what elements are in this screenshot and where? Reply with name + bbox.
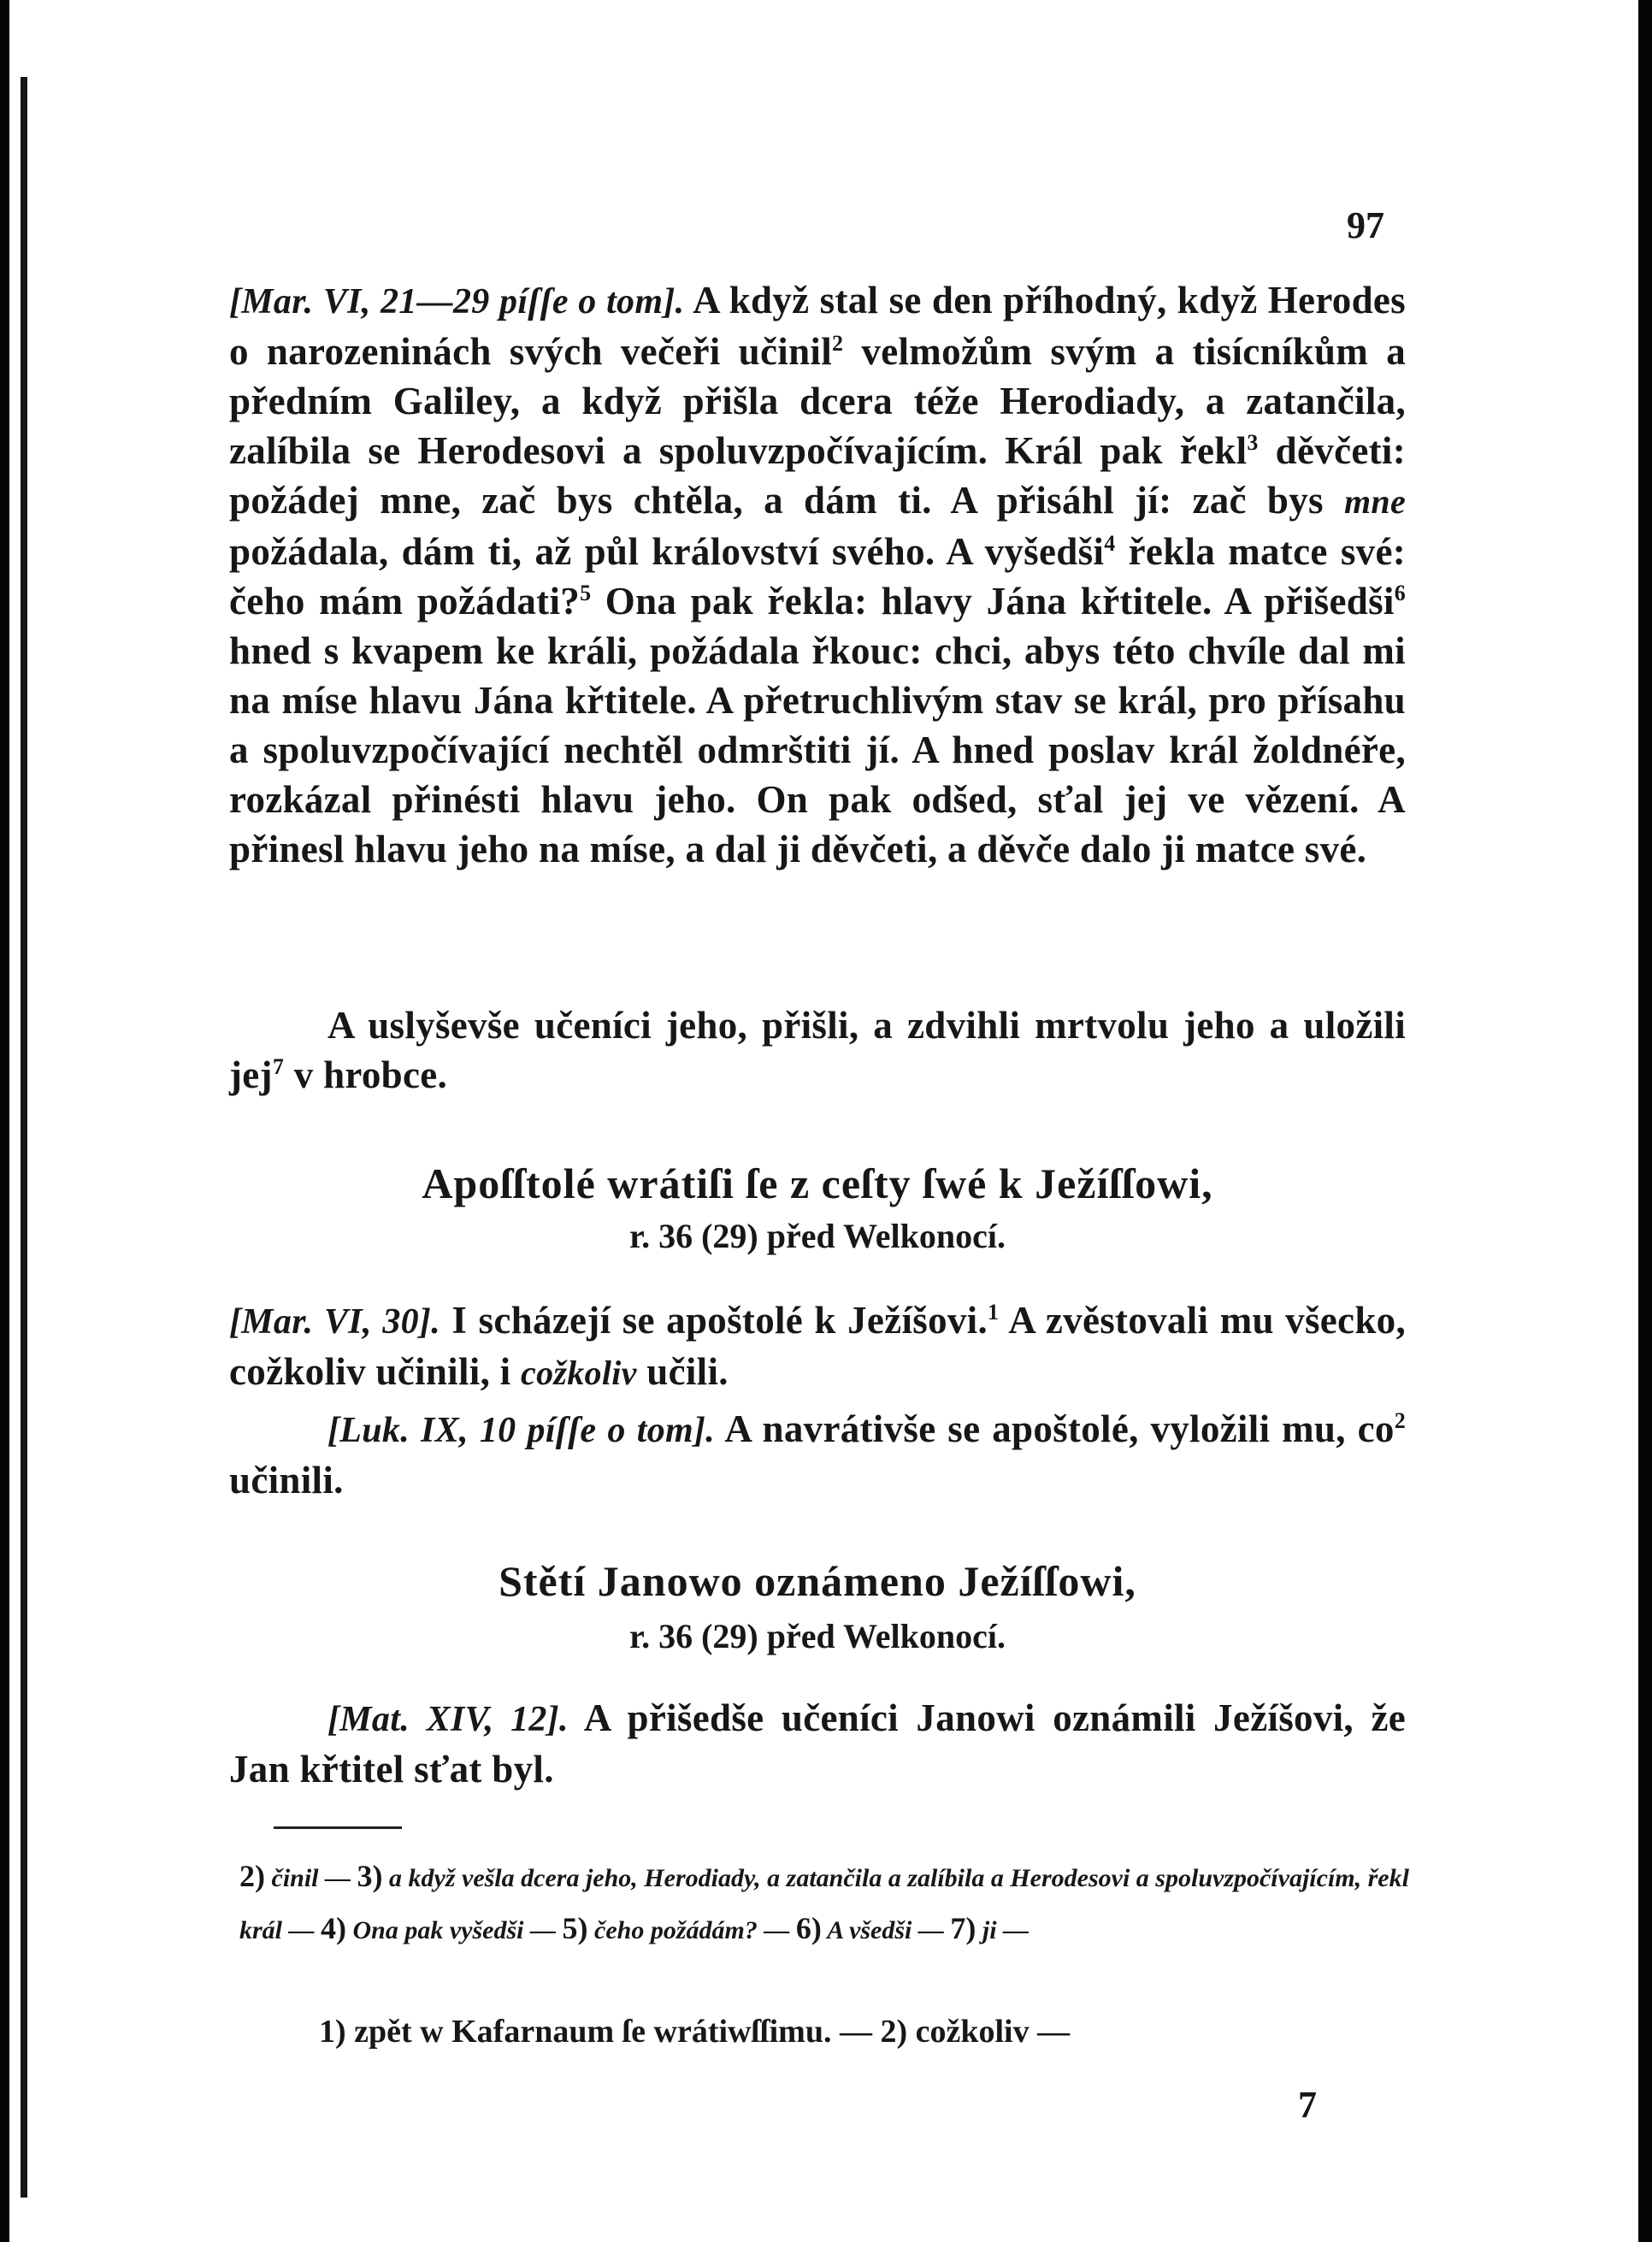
footnote-marker: 3	[1247, 430, 1259, 455]
source-reference: [Mar. VI, 21—29 píſſe o tom].	[229, 282, 685, 322]
section-subheading-date: r. 36 (29) před Welkonocí.	[628, 1617, 1006, 1655]
section-heading-apostles: Apoſſtolé wrátiſi ſe z ceſty ſwé k Ježíſſowi,	[422, 1159, 1213, 1207]
page-number: 97	[1347, 204, 1384, 246]
section-subheading-date: r. 36 (29) před Welkonocí.	[628, 1217, 1006, 1255]
footnote-marker: 6	[1394, 581, 1406, 605]
footnote-marker: 2	[1394, 1408, 1406, 1433]
scan-edge-left	[0, 0, 9, 2242]
footnote-marker: 4	[1104, 531, 1116, 556]
paragraph-burial: A uslyševše učeníci jeho, přišli, a zdvihli mrtvolu jeho a uložili jej$^7$ v hrobce.	[229, 1004, 1406, 1096]
source-reference: [Mat. XIV, 12].	[327, 1700, 569, 1739]
scan-edge-right	[1638, 0, 1652, 2242]
paragraph-apostles-report: [Luk. IX, 10 píſſe o tom]. A navrátivše se apoštolé, vyložili mu, $co^2$ učinili.	[229, 1407, 1406, 1502]
footnote-marker: 1	[988, 1300, 1000, 1325]
footnote-marker: 5	[580, 581, 592, 605]
paragraph-disciples-report: [Mat. XIV, 12]. A přišedše učeníci Janowi oznámili Ježíšovi, že Jan křtitel sťat byl.	[229, 1696, 1406, 1791]
footnotes-second-block: 1) zpět w Kafarnaum ſe wrátiwſſimu. — 2) cožkoliv —	[319, 2014, 1071, 2050]
paragraph-apostles-return: [Mar. VI, 30]. I scházejí se apoštolé k Ježíšovi.$^1$ A zvěstovali mu všecko, cožkoliv učinili, i cožkoliv učili.	[229, 1299, 1406, 1393]
footnote-marker: 7	[272, 1054, 285, 1079]
footnote-divider	[274, 1826, 402, 1829]
paragraph-herodes: [Mar. VI, 21—29 píſſe o tom]. A když stal se den příhodný, když Herodes o narozeninách svých večeři učinil$^2$ velmožům svým a tisícníkům a předním Galiley, a když přišla dcera téže Herodiady, a zatančila, zalíbila se Herodesovi a spoluvzpočívajícím. Král pak řekl$^3$ děvčeti: požádej mne, zač bys chtěla, a dám ti. A přisáhl jí: zač bys mne požádala, dám ti, až půl království svého. A vyšedši$^4$ řekla matce své: čeho mám požádati?$^5$ Ona pak řekla: hlavy Jána křtitele. A přišedši$^6$ hned s kvapem ke králi, požádala řkouc: chci, abys této chvíle dal mi na míse hlavu Jána křtitele. A přetruchlivým stav se král, pro přísahu a spoluvzpočívající nechtěl odmrštiti jí. A hned poslav král žoldnéře, rozkázal přinésti hlavu jeho. On pak odšed, sťal jej ve vězení. A přinesl hlavu jeho na míse, a dal ji děvčeti, a děvče dalo ji matce své.	[229, 279, 1406, 870]
footnote-marker: 2	[832, 331, 844, 356]
source-reference: [Luk. IX, 10 píſſe o tom].	[327, 1411, 716, 1450]
signature-mark: 7	[1298, 2084, 1317, 2126]
footnotes-block: 2) činil — 3) a když vešla dcera jeho, Herodiady, a zatančila a zalíbila a Herodesovi a spoluvzpočívajícím, řekl král — 4) Ona pak vyšedši — 5) čeho požádám? — 6) A všedši — 7) ji —	[239, 1859, 1409, 1945]
section-heading-beheading: Stětí Janowo oznámeno Ježíſſowi,	[499, 1557, 1136, 1605]
source-reference: [Mar. VI, 30].	[229, 1302, 441, 1342]
scan-gutter-shadow	[21, 77, 27, 2198]
